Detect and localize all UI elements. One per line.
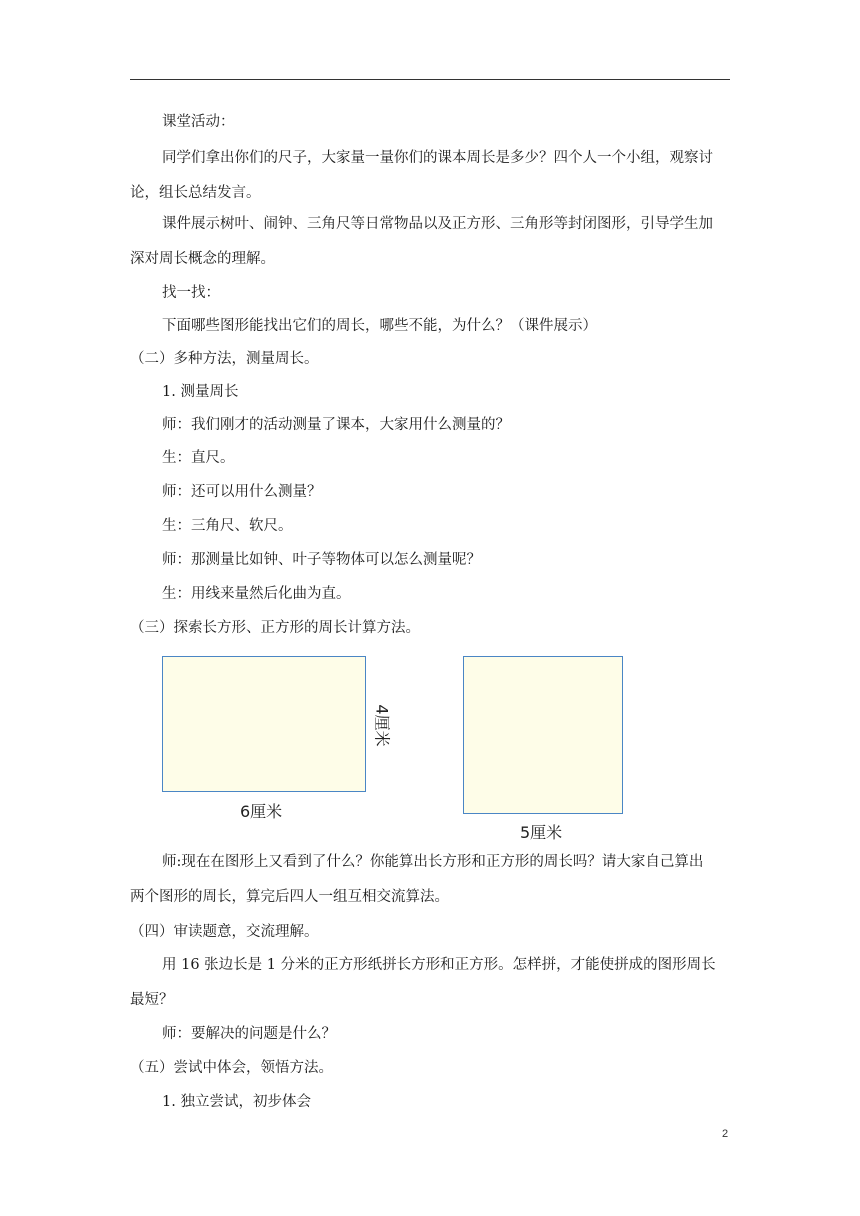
rectangle-width-label: 6厘米 (240, 802, 283, 821)
square-side-label: 5厘米 (520, 823, 563, 842)
rectangle-height-label: 4厘米 (372, 704, 392, 747)
paragraph: 课件展示树叶、闹钟、三角尺等日常物品以及正方形、三角形等封闭图形，引导学生加 (162, 216, 713, 232)
page-number: 2 (722, 1128, 729, 1140)
section-heading: （四）审读题意，交流理解。 (130, 924, 319, 940)
paragraph: 论，组长总结发言。 (130, 185, 261, 201)
paragraph: 师:现在在图形上又看到了什么？你能算出长方形和正方形的周长吗？请大家自己算出 (162, 854, 704, 870)
paragraph: 课堂活动： (162, 114, 235, 130)
paragraph: 两个图形的周长，算完后四人一组互相交流算法。 (130, 889, 449, 905)
header-rule (130, 79, 730, 80)
paragraph: 师：那测量比如钟、叶子等物体可以怎么测量呢？ (162, 552, 481, 568)
paragraph: 生：三角尺、软尺。 (162, 518, 293, 534)
paragraph: 深对周长概念的理解。 (130, 251, 275, 267)
paragraph: 师：还可以用什么测量？ (162, 484, 322, 500)
section-heading: （三）探索长方形、正方形的周长计算方法。 (130, 620, 420, 636)
paragraph: 1. 独立尝试，初步体会 (162, 1094, 311, 1110)
paragraph: 1. 测量周长 (162, 384, 239, 400)
section-heading: （二）多种方法，测量周长。 (130, 351, 319, 367)
paragraph: 生：直尺。 (162, 450, 235, 466)
paragraph: 生：用线来量然后化曲为直。 (162, 586, 351, 602)
section-heading: （五）尝试中体会，领悟方法。 (130, 1060, 333, 1076)
square-shape (463, 656, 623, 814)
paragraph: 师：要解决的问题是什么？ (162, 1026, 336, 1042)
paragraph: 找一找： (162, 285, 220, 301)
paragraph: 用 16 张边长是 1 分米的正方形纸拼长方形和正方形。怎样拼，才能使拼成的图形周长 (162, 957, 716, 973)
paragraph: 师：我们刚才的活动测量了课本，大家用什么测量的？ (162, 417, 510, 433)
paragraph: 同学们拿出你们的尺子，大家量一量你们的课本周长是多少？四个人一个小组，观察讨 (162, 150, 713, 166)
rectangle-shape (162, 656, 366, 792)
paragraph: 最短？ (130, 992, 174, 1008)
paragraph: 下面哪些图形能找出它们的周长，哪些不能，为什么？（课件展示） (162, 318, 597, 334)
